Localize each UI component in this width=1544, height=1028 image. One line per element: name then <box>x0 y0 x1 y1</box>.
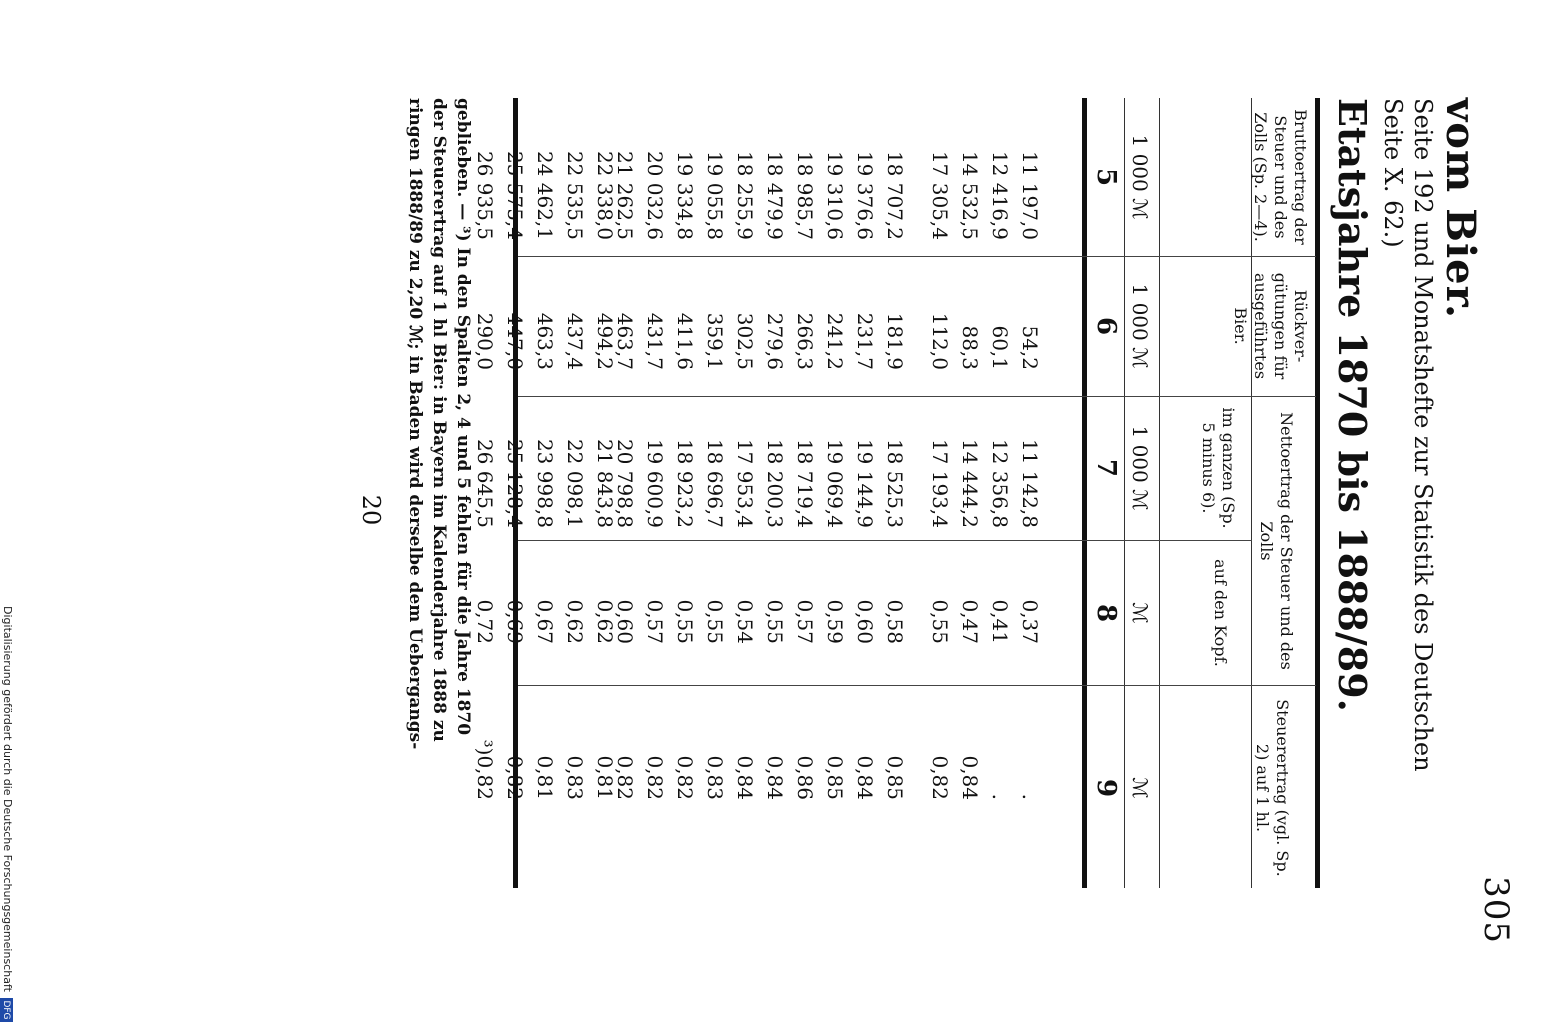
table-cell: ³)0,82 <box>473 739 497 800</box>
colnum-8: 8 <box>1091 603 1121 623</box>
column-divider <box>518 540 1252 541</box>
table-cell: 0,85 <box>823 755 847 800</box>
table-cell: 25 128,4 <box>503 438 527 528</box>
table-cell: 26 935,5 <box>473 150 497 240</box>
group-3-col-6 <box>610 260 760 370</box>
column-divider <box>518 685 1316 686</box>
table-cell: 18 985,7 <box>793 150 817 240</box>
column-head-6: Rückver- gütungen für ausgeführtes Bier. <box>1231 272 1310 380</box>
group-4-col-5 <box>470 102 620 240</box>
bottom-page-number: 20 <box>357 494 385 526</box>
group-3-col-9 <box>610 690 760 800</box>
table-cell: 0,54 <box>733 599 757 644</box>
table-cell: 266,3 <box>793 312 817 370</box>
unit-6: 1 000 ℳ <box>1128 283 1152 369</box>
table-cell: 18 923,2 <box>673 438 697 528</box>
group-1-col-9 <box>925 690 1045 800</box>
table-cell: . <box>988 793 1012 800</box>
table-cell: 0,82 <box>643 755 667 800</box>
colnum-5: 5 <box>1091 167 1121 187</box>
table-cell: 19 600,9 <box>643 438 667 528</box>
table-cell: 0,60 <box>853 599 877 644</box>
table-cell: 60,1 <box>988 325 1012 370</box>
page-number: 305 <box>1476 876 1516 944</box>
colnum-6: 6 <box>1091 316 1121 336</box>
table-cell: 17 953,4 <box>733 438 757 528</box>
table-cell: 463,3 <box>533 312 557 370</box>
unit-8: ℳ <box>1128 602 1152 624</box>
table-cell: 20 798,8 <box>613 438 637 528</box>
scanned-page <box>180 40 1530 980</box>
group-2-col-7 <box>760 400 910 528</box>
table-cell: 19 144,9 <box>853 438 877 528</box>
table-cell: 18 707,2 <box>883 150 907 240</box>
table-cell: 0,82 <box>928 755 952 800</box>
unit-7: 1 000 ℳ <box>1128 425 1152 511</box>
footnote-line: der Steuerertrag auf 1 hl Bier: in Bayern im Kalenderjahre 1888 zu <box>429 98 449 742</box>
group-1-col-6 <box>925 260 1045 370</box>
table-cell: 18 255,9 <box>733 150 757 240</box>
subtitle-line-2: Seite X. 62.) <box>1379 98 1407 248</box>
table-cell: 0,55 <box>928 599 952 644</box>
table-top-rule <box>1315 98 1320 888</box>
table-cell: 411,6 <box>673 312 697 370</box>
table-cell: 25 575,4 <box>503 150 527 240</box>
table-cell: 18 479,9 <box>763 150 787 240</box>
column-divider <box>518 396 1316 397</box>
table-cell: 0,85 <box>883 755 907 800</box>
group-2-col-9 <box>760 690 910 800</box>
table-cell: 302,5 <box>733 312 757 370</box>
dfg-logo: DFG <box>1 1000 11 1020</box>
table-cell: 0,60 <box>613 599 637 644</box>
table-cell: 0,82 <box>613 755 637 800</box>
table-cell: 0,57 <box>643 599 667 644</box>
table-cell: 11 197,0 <box>1018 150 1042 240</box>
header-rule <box>1159 98 1160 888</box>
table-cell: 0,59 <box>823 599 847 644</box>
table-cell: 26 645,5 <box>473 438 497 528</box>
table-cell: 14 532,5 <box>958 150 982 240</box>
table-cell: 22 338,0 <box>593 150 617 240</box>
table-cell: 21 262,5 <box>613 150 637 240</box>
group-2-col-6 <box>760 260 910 370</box>
table-cell: 0,55 <box>673 599 697 644</box>
group-4-col-8 <box>470 544 620 644</box>
colnum-9: 9 <box>1091 778 1121 798</box>
table-cell: 0,83 <box>563 755 587 800</box>
table-cell: 279,6 <box>763 312 787 370</box>
table-cell: 0,84 <box>853 755 877 800</box>
unit-5: 1 000 ℳ <box>1128 134 1152 220</box>
group-3-col-7 <box>610 400 760 528</box>
table-cell: 0,37 <box>1018 599 1042 644</box>
table-cell: 18 525,3 <box>883 438 907 528</box>
table-cell: 17 305,4 <box>928 150 952 240</box>
table-cell: 18 200,3 <box>763 438 787 528</box>
table-cell: 0,81 <box>533 755 557 800</box>
table-cell: 0,84 <box>733 755 757 800</box>
table-cell: 0,58 <box>883 599 907 644</box>
table-cell: 12 356,8 <box>988 438 1012 528</box>
group-2-col-8 <box>760 544 910 644</box>
table-cell: 19 334,8 <box>673 150 697 240</box>
column-head-5: Bruttoertrag der Steuer und des Zolls (Sp. 2—4). <box>1251 109 1310 245</box>
table-cell: 22 098,1 <box>563 438 587 528</box>
table-cell: 0,47 <box>958 599 982 644</box>
page-title: vom Bier. <box>1437 98 1484 319</box>
table-cell: 0,86 <box>793 755 817 800</box>
group-3-col-8 <box>610 544 760 644</box>
table-cell: 0,84 <box>958 755 982 800</box>
table-cell: 14 444,2 <box>958 438 982 528</box>
unit-9: ℳ <box>1128 777 1152 799</box>
table-cell: 431,7 <box>643 312 667 370</box>
period-title: Etatsjahre 1870 bis 1888/89. <box>1330 98 1375 712</box>
group-3-col-5 <box>610 102 760 240</box>
table-cell: 494,2 <box>593 312 617 370</box>
table-cell: 17 193,4 <box>928 438 952 528</box>
table-cell: 241,2 <box>823 312 847 370</box>
table-cell: 19 310,6 <box>823 150 847 240</box>
table-cell: 359,1 <box>703 312 727 370</box>
table-cell: 88,3 <box>958 325 982 370</box>
colnum-7: 7 <box>1091 458 1121 478</box>
table-cell: 18 719,4 <box>793 438 817 528</box>
digitization-note <box>0 606 14 1020</box>
table-cell: 0,57 <box>793 599 817 644</box>
table-cell: 0,72 <box>473 599 497 644</box>
table-cell: 0,82 <box>673 755 697 800</box>
column-head-8: auf den Kopf. <box>1211 559 1230 667</box>
table-cell: 23 998,8 <box>533 438 557 528</box>
table-cell: 0,82 <box>503 755 527 800</box>
group-1-col-7 <box>925 400 1045 528</box>
table-cell: 0,41 <box>988 599 1012 644</box>
table-cell: 12 416,9 <box>988 150 1012 240</box>
group-4-col-7 <box>470 400 620 528</box>
table-cell: 463,7 <box>613 312 637 370</box>
table-cell: 447,0 <box>503 312 527 370</box>
table-cell: 0,84 <box>763 755 787 800</box>
group-2-col-5 <box>760 102 910 240</box>
unit-rule <box>1124 98 1125 888</box>
table-cell: 0,62 <box>593 599 617 644</box>
group-4-col-6 <box>470 260 620 370</box>
table-cell: 18 696,7 <box>703 438 727 528</box>
table-cell: 0,55 <box>703 599 727 644</box>
table-cell: 24 462,1 <box>533 150 557 240</box>
table-cell: . <box>1018 793 1042 800</box>
subtitle-line-1: Seite 192 und Monatshefte zur Statistik des Deutschen <box>1409 98 1437 772</box>
table-cell: 231,7 <box>853 312 877 370</box>
table-cell: 19 376,6 <box>853 150 877 240</box>
table-cell: 0,62 <box>563 599 587 644</box>
header-bottom-rule <box>1082 98 1087 888</box>
footnote <box>403 98 475 1028</box>
group-4-col-9 <box>470 690 620 800</box>
page-header <box>1330 98 1482 998</box>
group-1-col-5 <box>925 102 1045 240</box>
table-cell: 19 055,8 <box>703 150 727 240</box>
column-head-9: Steuerertrag (vgl. Sp. 2) auf 1 hl. <box>1253 699 1292 877</box>
table-cell: 437,4 <box>563 312 587 370</box>
table-cell: 54,2 <box>1018 325 1042 370</box>
column-divider <box>518 256 1316 257</box>
table-cell: 0,81 <box>593 755 617 800</box>
column-group-nettoertrag: Nettoertrag der Steuer und des Zolls <box>1257 412 1296 670</box>
table-cell: 112,0 <box>928 312 952 370</box>
table-cell: 19 069,4 <box>823 438 847 528</box>
table-cell: 0,67 <box>533 599 557 644</box>
table-cell: 0,69 <box>503 599 527 644</box>
table-cell: 21 843,8 <box>593 438 617 528</box>
table-cell: 22 535,5 <box>563 150 587 240</box>
digitization-note-text: Digitalisierung gefördert durch die Deutsche Forschungsgemeinschaft <box>1 606 14 992</box>
group-1-col-8 <box>925 544 1045 644</box>
table-cell: 181,9 <box>883 312 907 370</box>
table-cell: 290,0 <box>473 312 497 370</box>
footnote-line: geblieben. — ³) In den Spalten 2, 4 und 5 fehlen für die Jahre 1870 <box>453 98 473 736</box>
column-head-7: im ganzen (Sp. 5 minus 6). <box>1199 407 1238 529</box>
table-cell: 11 142,8 <box>1018 438 1042 528</box>
footnote-line: ringen 1888/89 zu 2,20 ℳ; in Baden wird derselbe dem Uebergangs- <box>405 98 425 750</box>
table-cell: 20 032,6 <box>643 150 667 240</box>
table-cell: 0,83 <box>703 755 727 800</box>
table-cell: 0,55 <box>763 599 787 644</box>
